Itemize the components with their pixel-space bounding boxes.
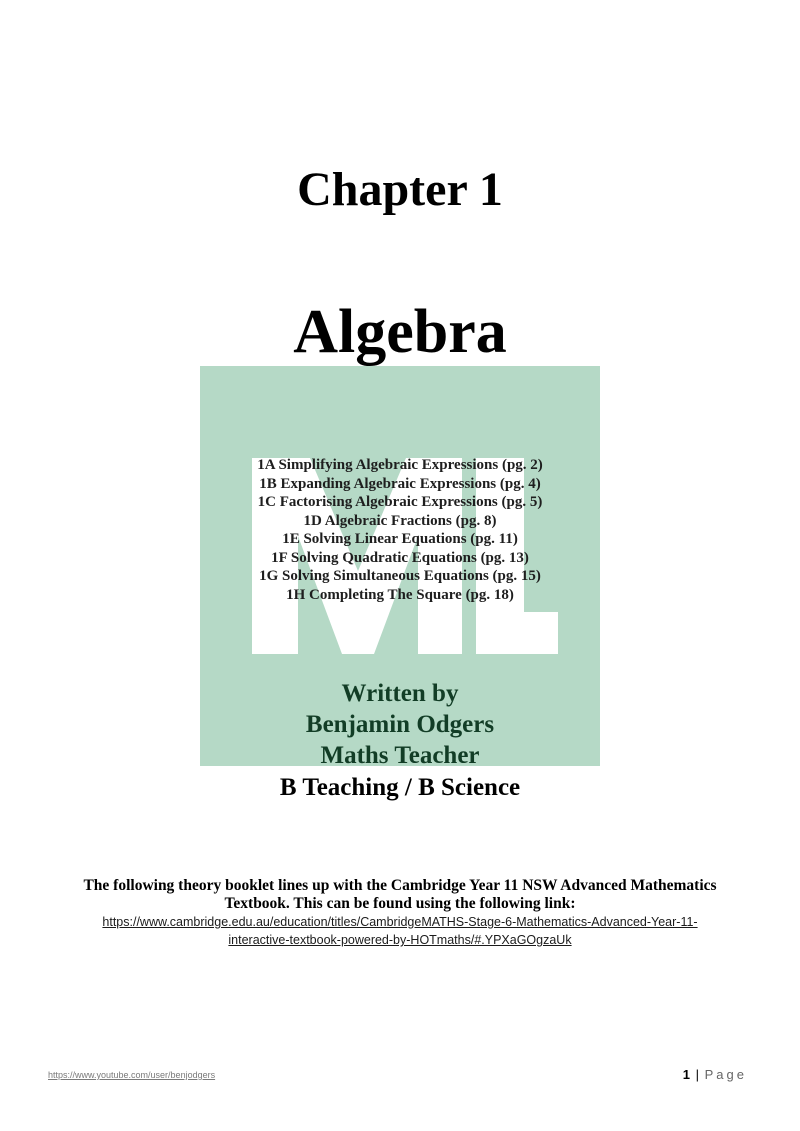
contents-item-1h: 1H Completing The Square (pg. 18) <box>286 586 514 603</box>
topic-title: Algebra <box>293 298 507 366</box>
contents-item-1f: 1F Solving Quadratic Equations (pg. 13) <box>271 549 529 566</box>
author-credentials: B Teaching / B Science <box>279 774 521 801</box>
chapter-title: Chapter 1 <box>297 163 503 216</box>
textbook-link-line-1[interactable]: https://www.cambridge.edu.au/education/titles/CambridgeMATHS-Stage-6-Mathematics-Advanced-Year-11- <box>102 915 698 929</box>
footer-youtube-link[interactable] <box>48 1070 215 1080</box>
contents-item-1a: 1A Simplifying Algebraic Expressions (pg. 2) <box>257 457 543 473</box>
written-by-label: Written by <box>341 680 459 707</box>
contents-item-1g: 1G Solving Simultaneous Equations (pg. 15) <box>259 568 541 584</box>
page-label: Page <box>704 1067 747 1082</box>
author-role: Maths Teacher <box>320 742 480 769</box>
contents-item-1c: 1C Factorising Algebraic Expressions (pg. 5) <box>257 494 543 510</box>
author-block <box>0 678 800 771</box>
footer-youtube-url[interactable]: https://www.youtube.com/user/benjodgers <box>48 1070 216 1080</box>
contents-item-1e: 1E Solving Linear Equations (pg. 11) <box>282 531 518 547</box>
page-separator: | <box>695 1067 699 1082</box>
contents-item-1d: 1D Algebraic Fractions (pg. 8) <box>303 512 497 529</box>
textbook-notice: The following theory booklet lines up with the Cambridge Year 11 NSW Advanced Mathematics Textbook. This can be found using the following link: <box>83 877 717 912</box>
contents-item-1b: 1B Expanding Algebraic Expressions (pg. 4) <box>259 475 541 492</box>
textbook-link-line-2[interactable]: interactive-textbook-powered-by-HOTmaths/#.YPXaGOgzaUk <box>228 933 572 947</box>
textbook-link[interactable] <box>50 913 750 949</box>
page-number: 1 <box>682 1067 690 1082</box>
footer-page-number <box>683 1067 747 1082</box>
author-name: Benjamin Odgers <box>305 711 495 738</box>
contents-list <box>0 456 800 604</box>
